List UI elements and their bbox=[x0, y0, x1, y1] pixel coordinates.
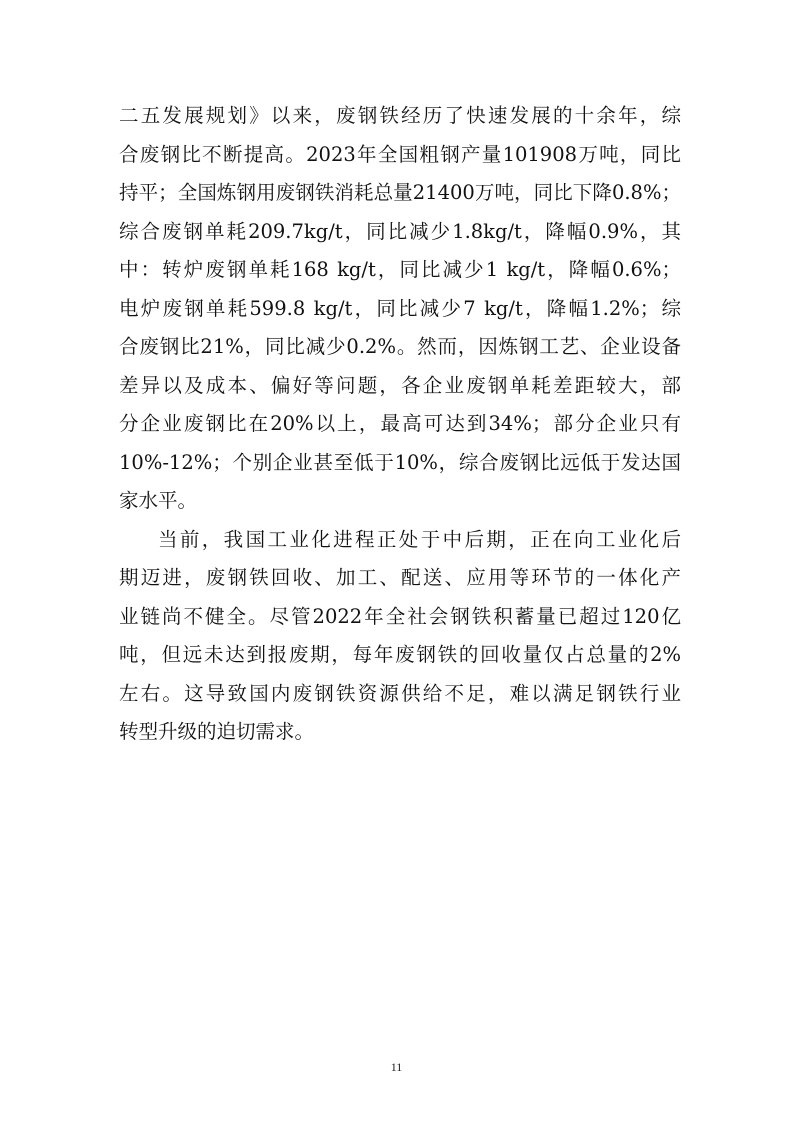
text-line: 10%-12%；个别企业甚至低于10%，综合废钢比远低于发达国 bbox=[119, 450, 681, 474]
text-line: 二五发展规划》以来，废钢铁经历了快速发展的十余年，综 bbox=[119, 104, 681, 127]
text-line: 综合废钢单耗209.7kg/t，同比减少1.8kg/t，降幅0.9%，其 bbox=[119, 219, 681, 243]
text-line: 持平；全国炼钢用废钢铁消耗总量21400万吨，同比下降0.8%； bbox=[119, 181, 681, 204]
text-line: 中：转炉废钢单耗168 kg/t，同比减少1 kg/t，降幅0.6%； bbox=[119, 258, 681, 281]
paragraph-1 bbox=[119, 97, 681, 521]
text-line: 合废钢比不断提高。2023年全国粗钢产量101908万吨，同比 bbox=[119, 142, 681, 166]
text-line: 期迈进，废钢铁回收、加工、配送、应用等环节的一体化产 bbox=[119, 566, 681, 589]
paragraph-2 bbox=[119, 521, 681, 752]
body-text bbox=[119, 97, 681, 752]
text-line: 左右。这导致国内废钢铁资源供给不足，难以满足钢铁行业 bbox=[119, 681, 681, 705]
text-line: 差异以及成本、偏好等问题，各企业废钢单耗差距较大，部 bbox=[119, 373, 681, 397]
text-line: 家水平。 bbox=[119, 489, 198, 512]
text-line: 吨，但远未达到报废期，每年废钢铁的回收量仅占总量的2% bbox=[119, 643, 681, 666]
text-line: 转型升级的迫切需求。 bbox=[119, 720, 315, 743]
text-line: 分企业废钢比在20%以上，最高可达到34%；部分企业只有 bbox=[119, 412, 681, 435]
text-line: 合废钢比21%，同比减少0.2%。然而，因炼钢工艺、企业设备 bbox=[119, 335, 681, 358]
text-line: 业链尚不健全。尽管2022年全社会钢铁积蓄量已超过120亿 bbox=[119, 604, 681, 628]
page-number: 11 bbox=[390, 1060, 403, 1074]
text-line: 电炉废钢单耗599.8 kg/t，同比减少7 kg/t，降幅1.2%；综 bbox=[119, 296, 681, 320]
text-line: 当前，我国工业化进程正处于中后期，正在向工业化后 bbox=[158, 527, 681, 551]
